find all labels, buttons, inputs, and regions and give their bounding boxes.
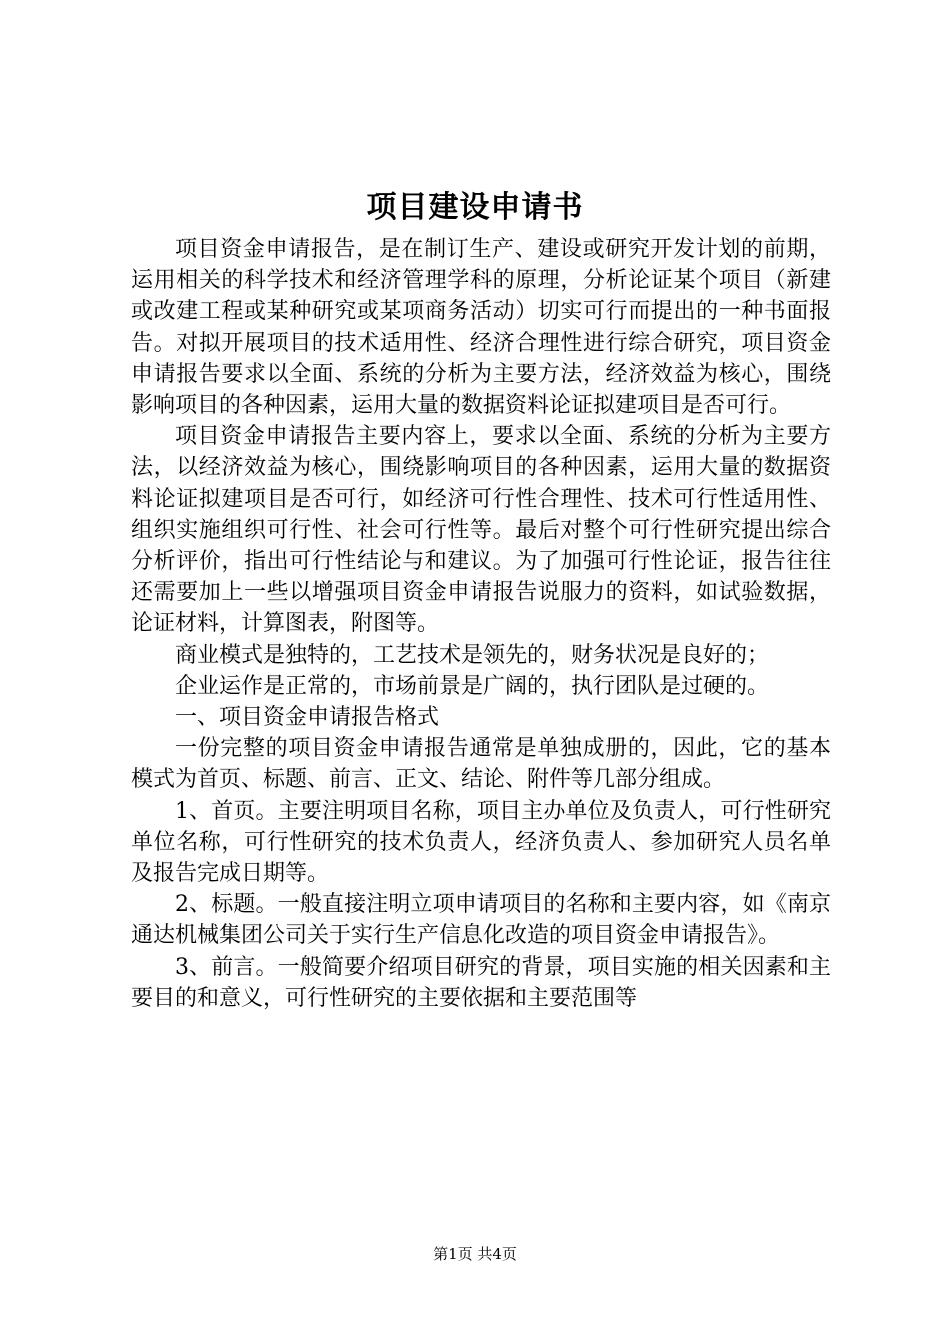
- paragraph: 一份完整的项目资金申请报告通常是单独成册的，因此，它的基本模式为首页、标题、前言、正文、结论、附件等几部分组成。: [131, 736, 831, 793]
- document-body: [131, 234, 831, 1014]
- page-footer: 第1页 共4页: [433, 1245, 517, 1263]
- paragraph: 2、标题。一般直接注明立项申请项目的名称和主要内容，如《南京通达机械集团公司关于实行生产信息化改造的项目资金申请报告》。: [131, 892, 831, 949]
- paragraph: 1、首页。主要注明项目名称，项目主办单位及负责人，可行性研究单位名称，可行性研究的技术负责人，经济负责人、参加研究人员名单及报告完成日期等。: [131, 798, 831, 887]
- section-heading: 一、项目资金申请报告格式: [175, 705, 440, 731]
- paragraph: 企业运作是正常的，市场前景是广阔的，执行团队是过硬的。: [175, 673, 770, 699]
- paragraph: 3、前言。一般简要介绍项目研究的背景，项目实施的相关因素和主要目的和意义，可行性研究的主要依据和主要范围等: [131, 954, 831, 1011]
- paragraph: 项目资金申请报告主要内容上，要求以全面、系统的分析为主要方法，以经济效益为核心，围绕影响项目的各种因素，运用大量的数据资料论证拟建项目是否可行，如经济可行性合理性、技术可行性适用性、组织实施组织可行性、社会可行性等。最后对整个可行性研究提出综合分析评价，指出可行性结论与和建议。为了加强可行性论证，报告往往还需要加上一些以增强项目资金申请报告说服力的资料，如试验数据，论证材料，计算图表，附图等。: [131, 424, 831, 637]
- paragraph: 项目资金申请报告，是在制订生产、建设或研究开发计划的前期，运用相关的科学技术和经济管理学科的原理，分析论证某个项目（新建或改建工程或某种研究或某项商务活动）切实可行而提出的一种书面报告。对拟开展项目的技术适用性、经济合理性进行综合研究，项目资金申请报告要求以全面、系统的分析为主要方法，经济效益为核心，围绕影响项目的各种因素，运用大量的数据资料论证拟建项目是否可行。: [131, 237, 831, 419]
- paragraph: 商业模式是独特的，工艺技术是领先的，财务状况是良好的；: [175, 642, 770, 668]
- document-title: 项目建设申请书: [366, 190, 584, 225]
